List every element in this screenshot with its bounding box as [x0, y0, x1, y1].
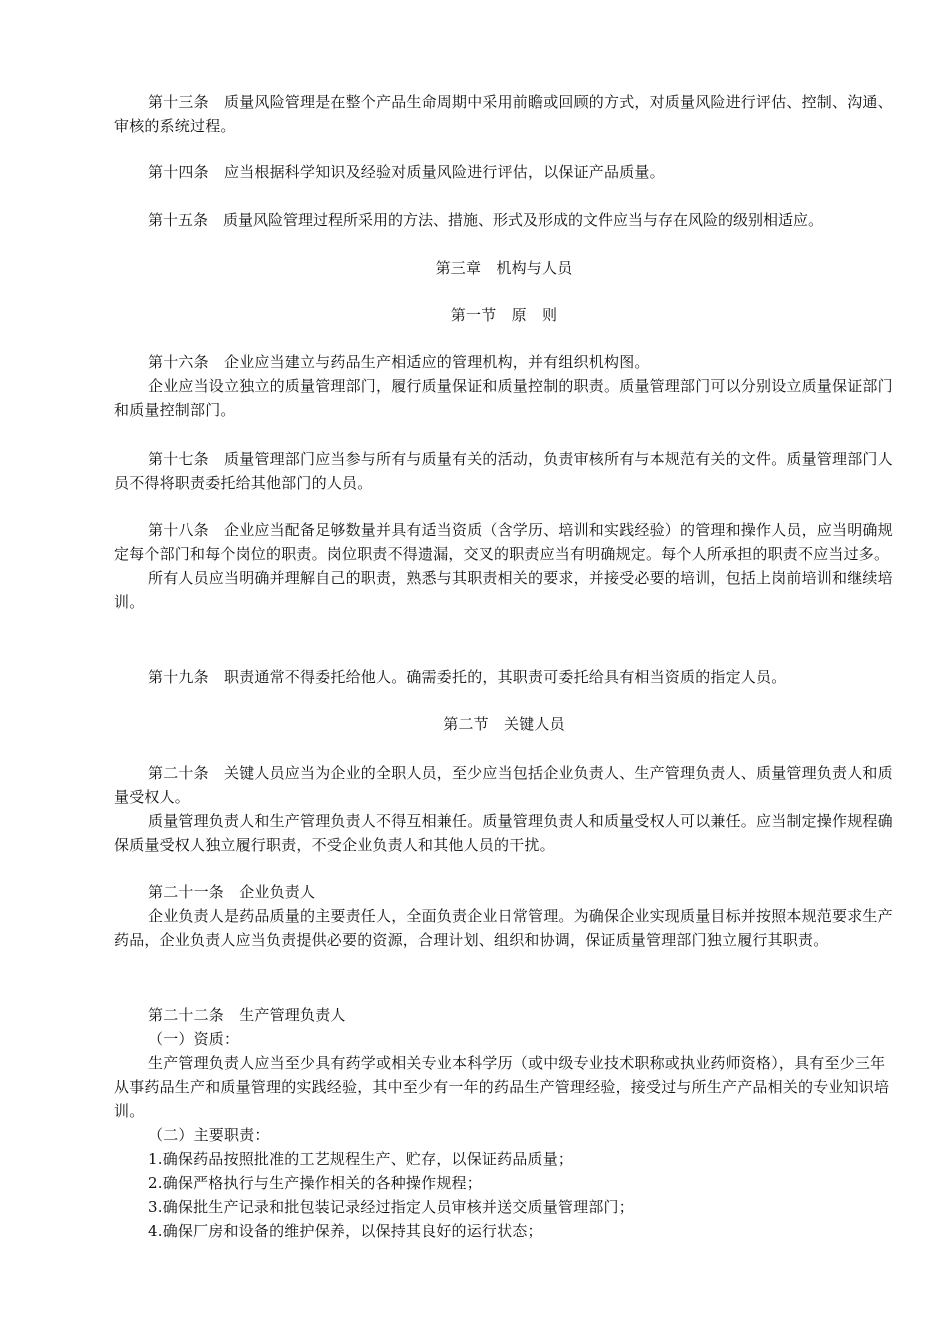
article-14	[114, 160, 894, 184]
article-15	[114, 208, 894, 232]
article-20-para-1: 第二十条 关键人员应当为企业的全职人员，至少应当包括企业负责人、生产管理负责人、质量管理负责人和质量受权人。	[114, 764, 893, 806]
article-22	[114, 1003, 894, 1243]
section-1-title: 第一节 原 则	[450, 306, 558, 324]
article-13-text: 第十三条 质量风险管理是在整个产品生命周期中采用前瞻或回顾的方式，对质量风险进行评估、控制、沟通、审核的系统过程。	[114, 93, 893, 135]
article-22-qualification-label: （一）资质：	[148, 1030, 240, 1048]
article-16	[114, 350, 894, 422]
article-22-heading: 第二十二条 生产管理负责人	[148, 1006, 346, 1024]
article-21	[114, 880, 894, 952]
section-2-title: 第二节 关键人员	[443, 715, 565, 733]
article-18-para-2: 所有人员应当明确并理解自己的职责，熟悉与其职责相关的要求，并接受必要的培训，包括上岗前培训和继续培训。	[114, 569, 893, 611]
article-18-para-1: 第十八条 企业应当配备足够数量并具有适当资质（含学历、培训和实践经验）的管理和操作人员，应当明确规定每个部门和每个岗位的职责。岗位职责不得遗漏，交叉的职责应当有明确规定。每个人所承担的职责不应当过多。	[114, 521, 893, 563]
section-heading	[114, 303, 894, 327]
article-17-text: 第十七条 质量管理部门应当参与所有与质量有关的活动，负责审核所有与本规范有关的文件。质量管理部门人员不得将职责委托给其他部门的人员。	[114, 450, 893, 492]
article-20	[114, 761, 894, 857]
article-22-duties-label: （二）主要职责：	[148, 1126, 270, 1144]
article-17	[114, 447, 894, 495]
article-20-para-2: 质量管理负责人和生产管理负责人不得互相兼任。质量管理负责人和质量受权人可以兼任。应当制定操作规程确保质量受权人独立履行职责，不受企业负责人和其他人员的干扰。	[114, 812, 893, 854]
article-18	[114, 518, 894, 614]
section-heading-2	[114, 712, 894, 736]
article-19-text: 第十九条 职责通常不得委托给他人。确需委托的，其职责可委托给具有相当资质的指定人员。	[148, 668, 787, 686]
article-16-para-1: 第十六条 企业应当建立与药品生产相适应的管理机构，并有组织机构图。	[148, 353, 650, 371]
article-22-duty-3: 3.确保批生产记录和批包装记录经过指定人员审核并送交质量管理部门；	[148, 1198, 634, 1216]
article-22-duty-4: 4.确保厂房和设备的维护保养，以保持其良好的运行状态；	[148, 1222, 543, 1240]
article-16-para-2: 企业应当设立独立的质量管理部门，履行质量保证和质量控制的职责。质量管理部门可以分别设立质量保证部门和质量控制部门。	[114, 377, 893, 419]
chapter-3-title: 第三章 机构与人员	[435, 259, 573, 277]
article-15-text: 第十五条 质量风险管理过程所采用的方法、措施、形式及形成的文件应当与存在风险的级别相适应。	[148, 211, 824, 229]
article-22-duty-2: 2.确保严格执行与生产操作相关的各种操作规程；	[148, 1174, 482, 1192]
article-22-duty-1: 1.确保药品按照批准的工艺规程生产、贮存，以保证药品质量；	[148, 1150, 574, 1168]
article-21-para: 企业负责人是药品质量的主要责任人，全面负责企业日常管理。为确保企业实现质量目标并按照本规范要求生产药品，企业负责人应当负责提供必要的资源，合理计划、组织和协调，保证质量管理部门独立履行其职责。	[114, 907, 893, 949]
article-14-text: 第十四条 应当根据科学知识及经验对质量风险进行评估，以保证产品质量。	[148, 163, 665, 181]
article-22-qualification-text: 生产管理负责人应当至少具有药学或相关专业本科学历（或中级专业技术职称或执业药师资格），具有至少三年从事药品生产和质量管理的实践经验，其中至少有一年的药品生产管理经验，接受过与所生产产品相关的专业知识培训。	[114, 1054, 890, 1120]
article-21-heading: 第二十一条 企业负责人	[148, 883, 316, 901]
article-19	[114, 665, 894, 689]
article-13	[114, 90, 894, 138]
chapter-heading	[114, 256, 894, 280]
